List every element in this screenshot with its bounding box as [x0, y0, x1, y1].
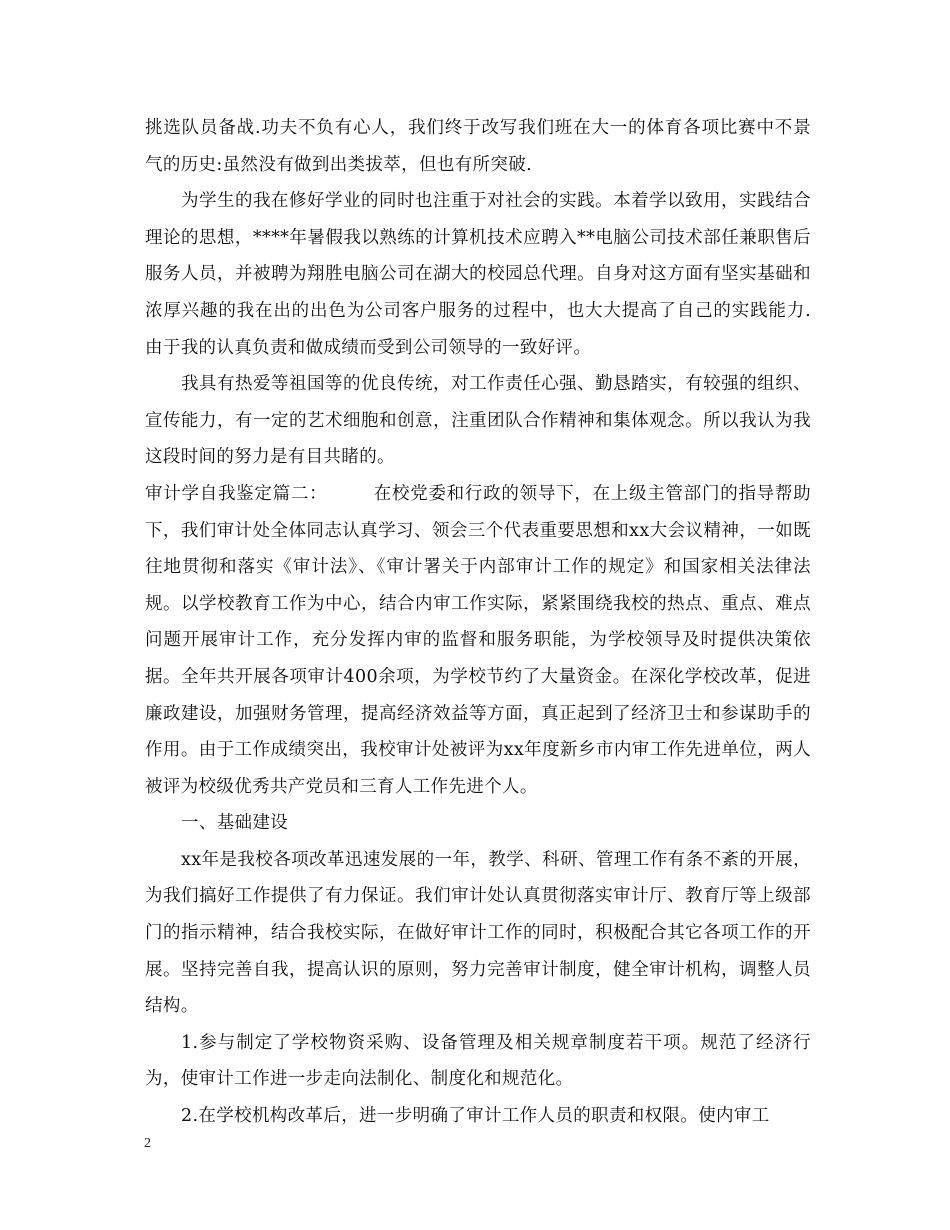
section-heading: 审计学自我鉴定篇二： — [145, 483, 328, 504]
paragraph-reform-year: xx年是我校各项改革迅速发展的一年，教学、科研、管理工作有条不紊的开展，为我们搞好工作提供了有力保证。我们审计处认真贯彻落实审计厅、教育厅等上级部门的指示精神，结合我校实际，在做好审计工作的同时，积极配合其它各项工作的开展。坚持完善自我，提高认识的原则，努力完善审计制度，健全审计机构，调整人员结构。 — [145, 849, 811, 1017]
section-intro-text: 在校党委和行政的领导下，在上级主管部门的指导帮助下，我们审计处全体同志认真学习、领会三个代表重要思想和xx大会议精神，一如既往地贯彻和落实《审计法》、《审计署关于内部审计工作的规定》和国家相关法律法规。以学校教育工作为中心，结合内审工作实际，紧紧围绕我校的热点、重点、难点问题开展审计工作，充分发挥内审的监督和服务职能，为学校领导及时提供决策依据。全年共开展各项审计400余项，为学校节约了大量资金。在深化学校改革，促进廉政建设，加强财务管理，提高经济效益等方面，真正起到了经济卫士和参谋助手的作用。由于工作成绩突出，我校审计处被评为xx年度新乡市内审工作先进单位，两人被评为校级优秀共产党员和三育人工作先进个人。 — [145, 483, 812, 797]
paragraph-personal-qualities: 我具有热爱等祖国等的优良传统，对工作责任心强、勤恳踏实，有较强的组织、宣传能力，有一定的艺术细胞和创意，注重团队合作精神和集体观念。所以我认为我这段时间的努力是有目共睹的。 — [145, 374, 811, 468]
paragraph-social-practice: 为学生的我在修好学业的同时也注重于对社会的实践。本着学以致用，实践结合理论的思想，****年暑假我以熟练的计算机技术应聘入**电脑公司技术部任兼职售后服务人员，并被聘为翔胜电脑公司在湖大的校园总代理。自身对这方面有坚实基础和浓厚兴趣的我在出的出色为公司客户服务的过程中，也大大提高了自己的实践能力.由于我的认真负责和做成绩而受到公司领导的一致好评。 — [145, 191, 811, 358]
page-number: 2 — [144, 1136, 151, 1151]
paragraph-sports-history: 挑选队员备战.功夫不负有心人，我们终于改写我们班在大一的体育各项比赛中不景气的历史:虽然没有做到出类拔萃，但也有所突破. — [145, 118, 811, 175]
subheading-infrastructure: 一、基础建设 — [181, 813, 289, 834]
list-item-1: 1.参与制定了学校物资采购、设备管理及相关规章制度若干项。规范了经济行为，使审计工作进一步走向法制化、制度化和规范化。 — [145, 1032, 811, 1090]
paragraph-section-two — [145, 476, 811, 805]
list-item-2: 2.在学校机构改革后，进一步明确了审计工作人员的职责和权限。使内审工 — [181, 1106, 770, 1127]
document-body — [145, 110, 811, 1135]
